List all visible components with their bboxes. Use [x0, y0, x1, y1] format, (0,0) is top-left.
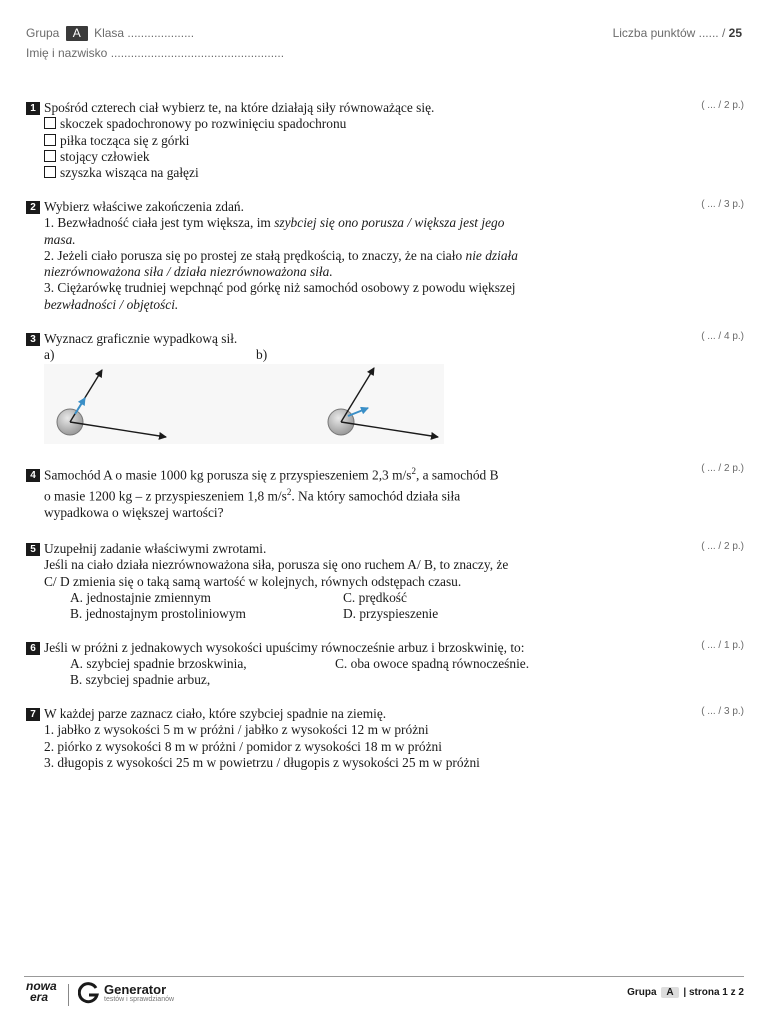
logo-separator	[68, 984, 69, 1006]
sentence-line	[26, 215, 726, 231]
line1-text: Samochód A o masie 1000 kg porusza się z przyspieszeniem 2,3 m/s	[44, 467, 412, 483]
option-c[interactable]: C. oba owoce spadną równocześnie.	[335, 656, 530, 672]
sentence-text: 3. Ciężarówkę trudniej wepchnąć pod górkę niż samochód osobowy z powodu większej	[44, 280, 516, 296]
footer-page-info	[627, 987, 744, 998]
generator-subtitle: testów i sprawdzianów	[104, 996, 175, 1003]
sentence-line	[26, 232, 726, 248]
option-b[interactable]: B. szybciej spadnie arbuz,	[70, 672, 211, 688]
logo-line-1: nowa	[26, 979, 57, 993]
points-summary	[613, 26, 742, 40]
figure-background	[44, 364, 444, 444]
superscript: 2	[411, 466, 416, 476]
option-a[interactable]: A. szybciej spadnie brzoskwinia,	[70, 656, 247, 672]
footer-divider	[24, 976, 744, 977]
option-row[interactable]	[26, 133, 726, 149]
task-number: 6	[26, 642, 40, 655]
group-badge: A	[66, 26, 88, 41]
option-a[interactable]: A. jednostajnie zmiennym	[70, 589, 211, 605]
sentence-text: 1. Bezwładność ciała jest tym większa, im	[44, 215, 275, 231]
task-number: 1	[26, 102, 40, 115]
sentence-line	[26, 280, 726, 296]
line2-end: . Na który samochód działa siła	[291, 488, 461, 504]
task-7	[26, 706, 726, 771]
task-question: Wybierz właściwe zakończenia zdań.	[44, 199, 244, 214]
task-points: ( ... / 4 p.)	[701, 331, 744, 342]
task-points: ( ... / 2 p.)	[701, 100, 744, 111]
options-row-2	[26, 606, 726, 622]
generator-g-icon	[78, 982, 100, 1004]
task-6	[26, 640, 726, 688]
class-field[interactable]: Klasa ....................	[94, 26, 195, 40]
group-label: Grupa	[26, 26, 60, 40]
task-line: C/ D zmienia się o taką samą wartość w kolejnych, równych odstępach czasu.	[44, 573, 462, 589]
option-row[interactable]	[26, 165, 726, 181]
generator-title: Generator	[104, 982, 167, 997]
option-text: szyszka wisząca na gałęzi	[60, 165, 199, 181]
task-question: Jeśli w próżni z jednakowych wysokości upuścimy równocześnie arbuz i brzoskwinię, to:	[44, 640, 525, 655]
name-field[interactable]: Imię i nazwisko ....................................................	[26, 46, 285, 60]
task-number: 2	[26, 201, 40, 214]
option-text: skoczek spadochronowy po rozwinięciu spadochronu	[60, 116, 347, 132]
task-4	[26, 463, 726, 521]
task-points: ( ... / 2 p.)	[701, 541, 744, 552]
logo-line-2: era	[30, 990, 49, 1004]
checkbox[interactable]	[44, 134, 56, 146]
sentence-text: 2. Jeżeli ciało porusza się po prostej ze stałą prędkością, to znaczy, że na ciało	[44, 247, 466, 263]
task-number: 7	[26, 708, 40, 721]
checkbox[interactable]	[44, 150, 56, 162]
sentence-choice[interactable]: masa.	[44, 231, 76, 247]
task-number: 4	[26, 469, 40, 482]
sentence-line	[26, 248, 726, 264]
checkbox[interactable]	[44, 166, 56, 178]
sentence-line	[26, 264, 726, 280]
option-row[interactable]	[26, 116, 726, 132]
task-2	[26, 199, 726, 313]
checkbox[interactable]	[44, 117, 56, 129]
task-question: W każdej parze zaznacz ciało, które szybciej spadnie na ziemię.	[44, 706, 387, 721]
task-question: Spośród czterech ciał wybierz te, na które działają siły równoważące się.	[44, 100, 435, 115]
sentence-choice[interactable]: niezrównoważona siła / działa niezrównoważona siła.	[44, 264, 333, 280]
header-group-class	[26, 26, 194, 41]
sentence-choice[interactable]: szybciej się ono porusza / większa jest jego	[274, 215, 505, 231]
line3: wypadkowa o większej wartości?	[44, 504, 224, 520]
footer-group-badge: A	[661, 987, 678, 998]
pair-line[interactable]: 2. piórko z wysokości 8 m w próżni / pomidor z wysokości 18 m w próżni	[44, 738, 442, 754]
line2-text: o masie 1200 kg – z przyspieszeniem 1,8 m/s	[44, 488, 287, 504]
force-diagrams	[44, 364, 444, 449]
footer-group-label: Grupa	[627, 987, 657, 998]
superscript: 2	[286, 486, 292, 497]
figure-labels	[26, 347, 726, 363]
line1-end: , a samochód B	[415, 467, 499, 483]
points-label: Liczba punktów ...... /	[612, 26, 726, 40]
option-b[interactable]: B. jednostajnym prostoliniowym	[70, 605, 246, 621]
force-diagrams-svg	[44, 364, 444, 444]
label-b: b)	[256, 347, 268, 363]
task-question: Uzupełnij zadanie właściwymi zwrotami.	[44, 541, 267, 556]
sentence-choice[interactable]: nie działa	[465, 247, 518, 263]
option-row[interactable]	[26, 149, 726, 165]
task-3	[26, 331, 726, 363]
option-c[interactable]: C. prędkość	[343, 589, 407, 605]
task-number: 3	[26, 333, 40, 346]
options-row-2	[26, 672, 726, 688]
footer-page-number: | strona 1 z 2	[683, 987, 744, 998]
task-points: ( ... / 3 p.)	[701, 199, 744, 210]
task-5	[26, 541, 726, 622]
generator-logo	[78, 982, 175, 1009]
sentence-choice[interactable]: bezwładności / objętości.	[44, 296, 179, 312]
sentence-line	[26, 297, 726, 313]
points-total: 25	[728, 26, 742, 40]
options-row-1	[26, 590, 726, 606]
task-points: ( ... / 1 p.)	[701, 640, 744, 651]
task-question: Wyznacz graficznie wypadkową sił.	[44, 331, 238, 346]
task-line: Jeśli na ciało działa niezrównoważona siła, porusza się ono ruchem A/ B, to znaczy, że	[44, 557, 509, 573]
nowa-era-logo	[26, 981, 57, 1003]
label-a: a)	[44, 347, 55, 363]
task-number: 5	[26, 543, 40, 556]
task-1	[26, 100, 726, 181]
line2	[26, 484, 726, 505]
pair-line[interactable]: 3. długopis z wysokości 25 m w powietrzu / długopis z wysokości 25 m w próżni	[44, 754, 480, 770]
task-points: ( ... / 3 p.)	[701, 706, 744, 717]
pair-line[interactable]: 1. jabłko z wysokości 5 m w próżni / jabłko z wysokości 12 m w próżni	[44, 722, 429, 738]
option-d[interactable]: D. przyspieszenie	[343, 605, 439, 621]
option-text: stojący człowiek	[60, 148, 150, 164]
option-text: piłka tocząca się z górki	[60, 132, 190, 148]
task-points: ( ... / 2 p.)	[701, 463, 744, 474]
options-row-1	[26, 656, 726, 672]
